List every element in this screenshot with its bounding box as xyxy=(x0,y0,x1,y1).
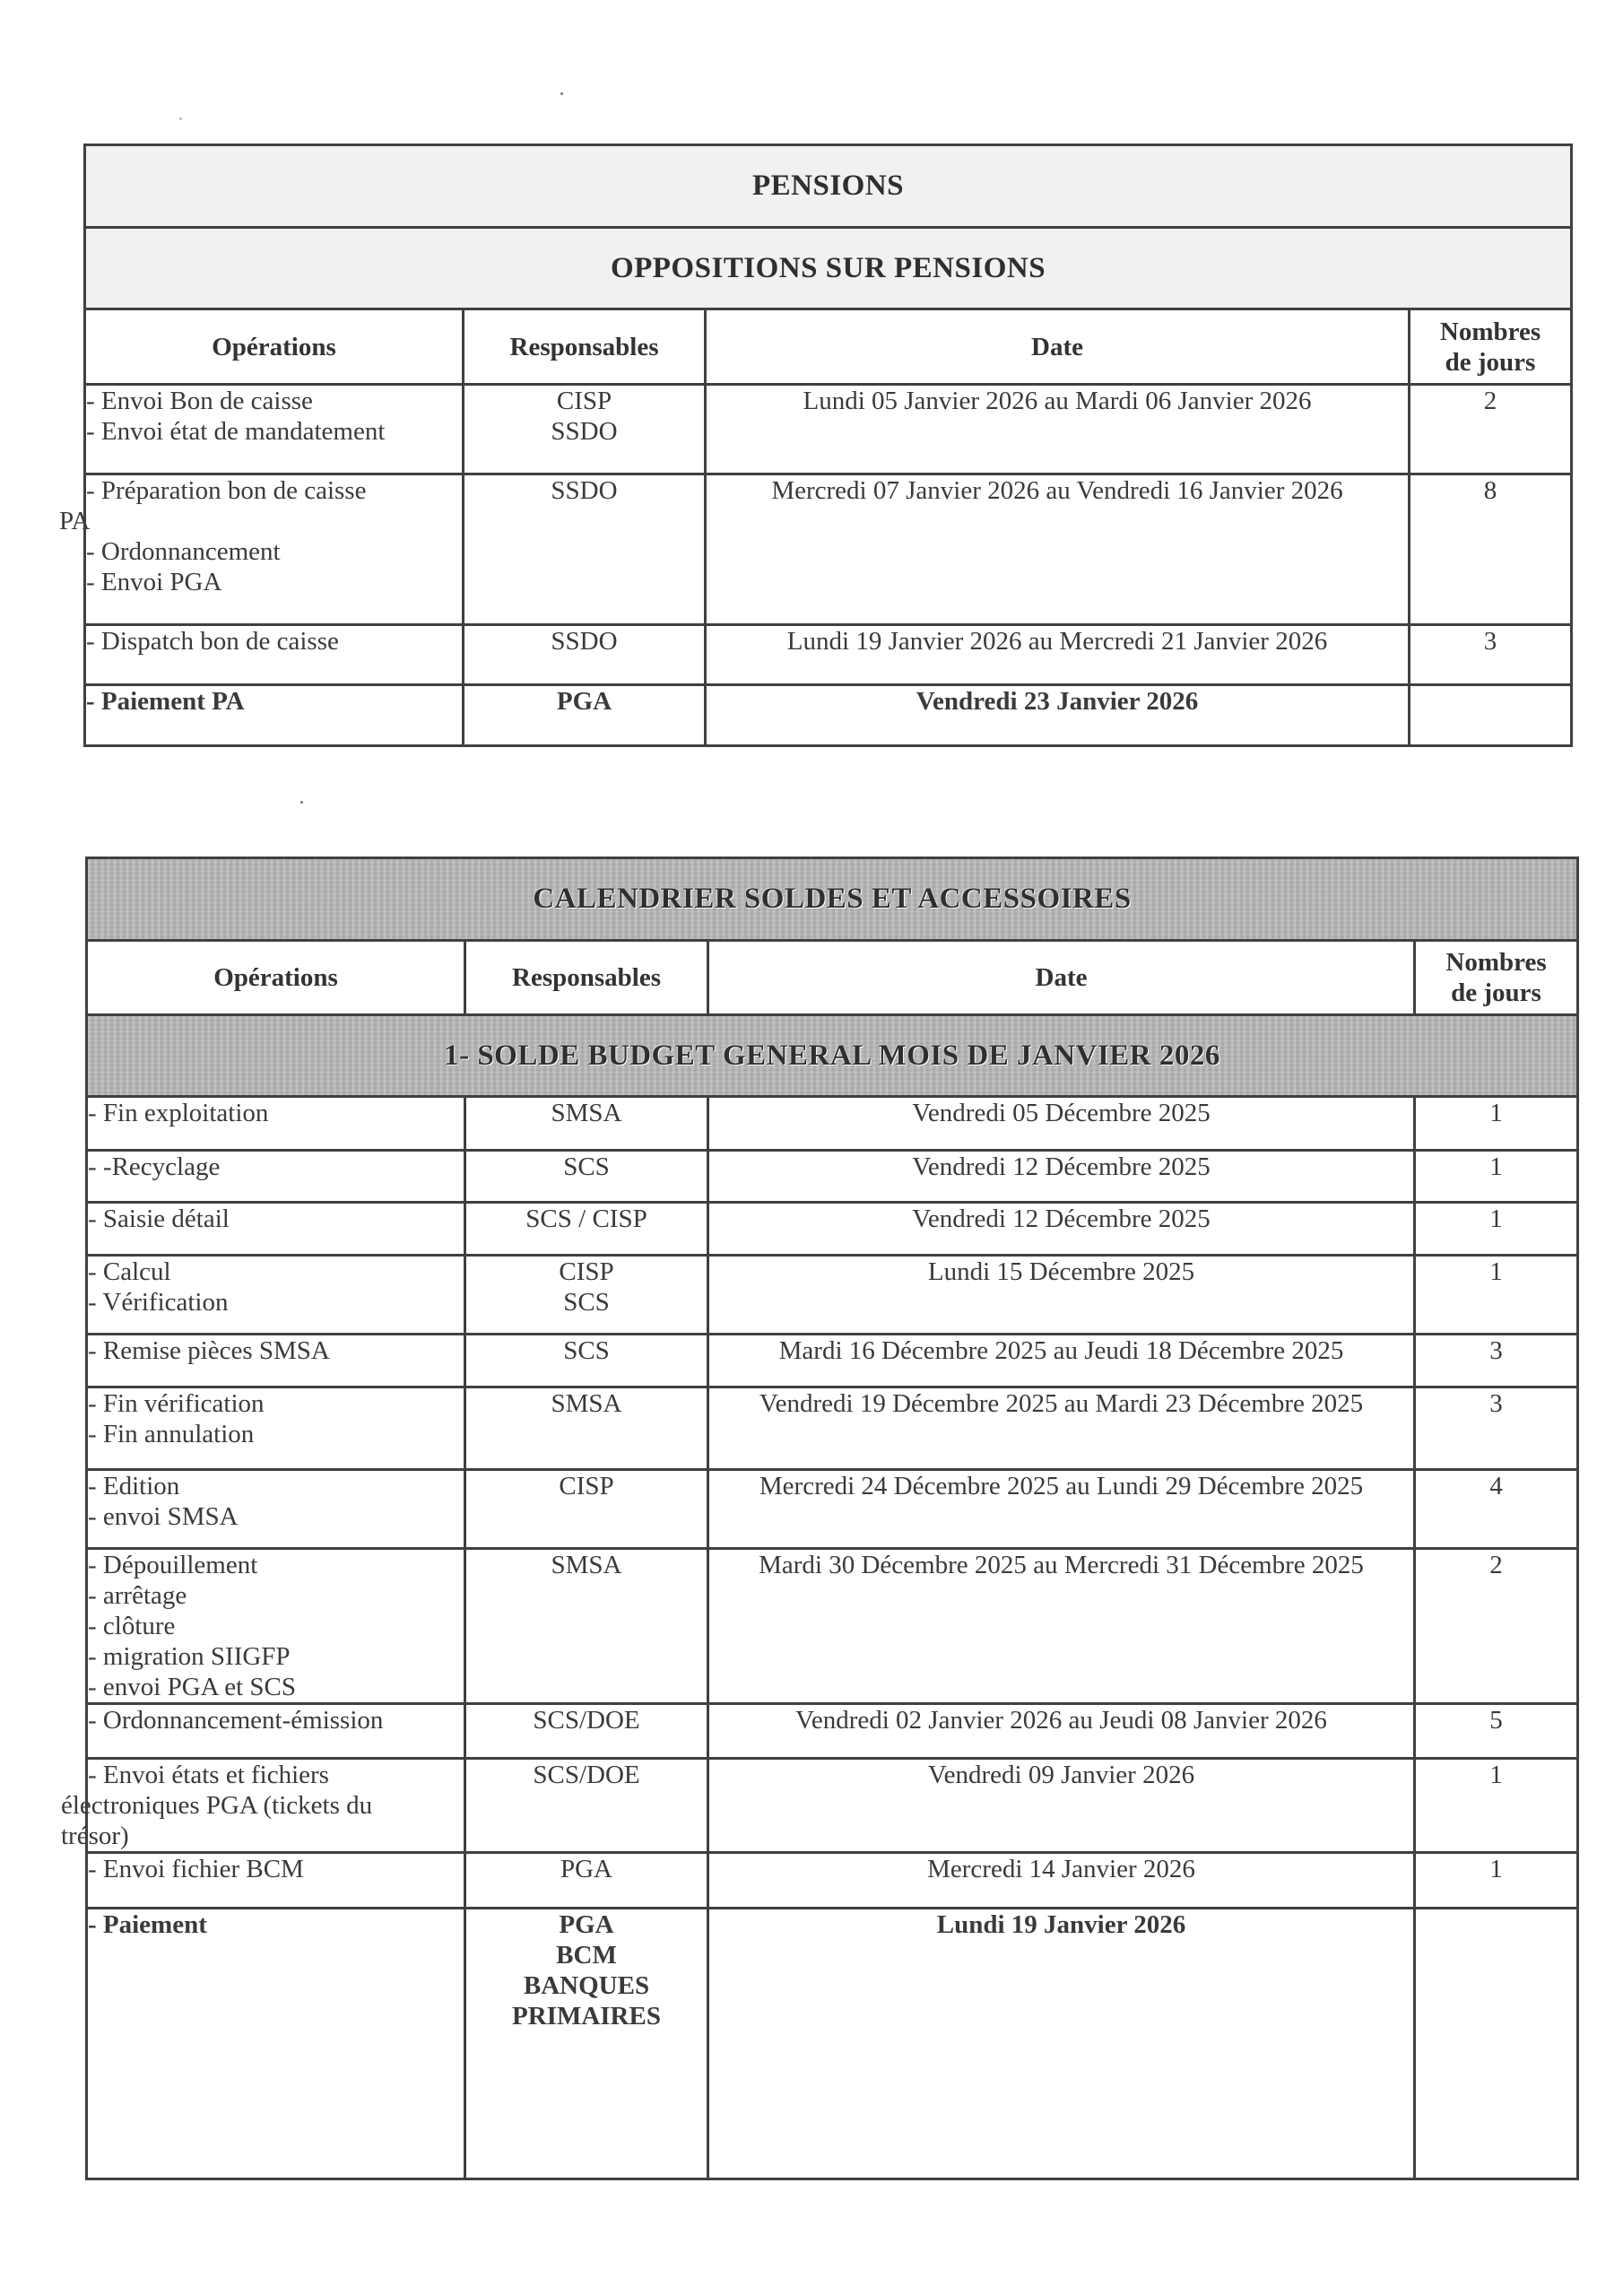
operation-item: - Remise pièces SMSA xyxy=(88,1336,330,1365)
days-cell: 3 xyxy=(1415,1335,1578,1387)
days-cell: 1 xyxy=(1415,1256,1578,1335)
pensions-header-row xyxy=(85,309,1572,385)
responsable-item: SMSA xyxy=(551,1389,622,1418)
header-operations: Opérations xyxy=(87,941,465,1015)
responsable-item: SCS xyxy=(563,1336,610,1365)
date-cell: Mardi 30 Décembre 2025 au Mercredi 31 Décembre 2025 xyxy=(708,1549,1415,1704)
date-cell: Lundi 19 Janvier 2026 xyxy=(708,1909,1415,2179)
operation-item: - Calcul xyxy=(88,1257,171,1286)
table-row xyxy=(87,1335,1578,1387)
operations-cell xyxy=(87,1909,465,2179)
operation-item: - Ordonnancement-émission xyxy=(88,1706,384,1735)
responsable-item: CISP xyxy=(556,387,612,415)
date-cell: Mercredi 24 Décembre 2025 au Lundi 29 Décembre 2025 xyxy=(708,1470,1415,1549)
operations-cell xyxy=(87,1256,465,1335)
operation-item: - Edition xyxy=(88,1472,180,1500)
header-operations: Opérations xyxy=(85,309,464,385)
header-responsables: Responsables xyxy=(464,309,706,385)
responsables-cell xyxy=(465,1704,708,1759)
responsables-cell xyxy=(465,1470,708,1549)
operation-item: - Vérification xyxy=(88,1288,229,1317)
days-cell: 3 xyxy=(1410,625,1572,685)
operations-cell xyxy=(85,685,464,746)
date-cell: Mardi 16 Décembre 2025 au Jeudi 18 Décembre 2025 xyxy=(708,1335,1415,1387)
table-row xyxy=(87,1759,1578,1853)
days-cell: 8 xyxy=(1410,474,1572,625)
operations-cell xyxy=(87,1335,465,1387)
date-cell: Mercredi 07 Janvier 2026 au Vendredi 16 Janvier 2026 xyxy=(706,474,1410,625)
date-cell: Vendredi 23 Janvier 2026 xyxy=(706,685,1410,746)
responsables-cell xyxy=(465,1335,708,1387)
responsables-cell xyxy=(465,1256,708,1335)
responsable-item: SSDO xyxy=(551,417,618,446)
scan-speck xyxy=(300,801,303,804)
operation-item: - Envoi Bon de caisse xyxy=(86,387,313,415)
table-row xyxy=(87,1256,1578,1335)
days-cell: 1 xyxy=(1415,1853,1578,1909)
days-cell: 2 xyxy=(1415,1549,1578,1704)
responsable-item: SSDO xyxy=(551,627,618,656)
responsable-item: SCS xyxy=(563,1288,610,1317)
operation-item: - Préparation bon de caisse xyxy=(86,476,367,505)
date-cell: Lundi 05 Janvier 2026 au Mardi 06 Janvier 2026 xyxy=(706,385,1410,474)
operation-item: électroniques PGA (tickets du xyxy=(61,1791,373,1820)
responsables-cell xyxy=(465,1549,708,1704)
table-row xyxy=(85,625,1572,685)
operations-cell xyxy=(85,385,464,474)
operations-cell xyxy=(87,1549,465,1704)
responsables-cell xyxy=(465,1853,708,1909)
operations-cell xyxy=(61,1759,465,1853)
date-cell: Mercredi 14 Janvier 2026 xyxy=(708,1853,1415,1909)
table-row xyxy=(87,1704,1578,1759)
header-days-line1: Nombres xyxy=(1445,948,1547,977)
date-cell: Lundi 15 Décembre 2025 xyxy=(708,1256,1415,1335)
header-responsables: Responsables xyxy=(465,941,708,1015)
operation-item: - Envoi état de mandatement xyxy=(86,417,386,446)
operation-item: - Fin vérification xyxy=(88,1389,265,1418)
operation-item: - migration SIIGFP xyxy=(88,1642,291,1671)
header-days xyxy=(1410,309,1572,385)
operation-item: - Fin annulation xyxy=(88,1420,255,1448)
responsable-item: SCS / CISP xyxy=(525,1205,647,1233)
responsable-item: SSDO xyxy=(551,476,618,505)
operations-cell xyxy=(87,1151,465,1203)
days-cell: 1 xyxy=(1415,1151,1578,1203)
date-cell: Vendredi 12 Décembre 2025 xyxy=(708,1151,1415,1203)
responsables-cell xyxy=(465,1387,708,1470)
soldes-table xyxy=(61,857,1579,2180)
scan-speck xyxy=(179,117,182,120)
pensions-body xyxy=(59,385,1572,746)
pensions-title: PENSIONS xyxy=(751,170,905,202)
operation-item: - Envoi PGA xyxy=(86,568,222,596)
responsable-item: SCS/DOE xyxy=(533,1706,640,1735)
operations-cell xyxy=(87,1097,465,1151)
operation-item: - Paiement PA xyxy=(86,687,245,716)
responsable-item: PGA xyxy=(560,1855,612,1883)
table-row xyxy=(87,1387,1578,1470)
operation-item: - Envoi fichier BCM xyxy=(88,1855,304,1883)
responsables-cell xyxy=(465,1759,708,1853)
operations-cell xyxy=(87,1387,465,1470)
responsables-cell xyxy=(464,474,706,625)
operation-item: - Envoi états et fichiers xyxy=(88,1761,329,1789)
responsables-cell xyxy=(464,625,706,685)
table-row xyxy=(87,1203,1578,1256)
responsables-cell xyxy=(465,1097,708,1151)
operation-item: - -Recyclage xyxy=(88,1152,221,1181)
operation-item: - Saisie détail xyxy=(88,1205,230,1233)
header-days-line2: de jours xyxy=(1451,978,1541,1007)
days-cell xyxy=(1410,685,1572,746)
operation-item: PA xyxy=(59,507,91,535)
days-cell: 5 xyxy=(1415,1704,1578,1759)
responsable-item: SCS/DOE xyxy=(533,1761,640,1789)
date-cell: Vendredi 12 Décembre 2025 xyxy=(708,1203,1415,1256)
responsables-cell xyxy=(465,1203,708,1256)
table-row xyxy=(87,1909,1578,2179)
responsable-item: SCS xyxy=(563,1152,610,1181)
responsable-item: CISP xyxy=(559,1472,614,1500)
days-cell xyxy=(1415,1909,1578,2179)
soldes-title: CALENDRIER SOLDES ET ACCESSOIRES xyxy=(533,883,1132,915)
pensions-title-cell xyxy=(85,145,1572,228)
pensions-subtitle: OPPOSITIONS SUR PENSIONS xyxy=(610,251,1046,284)
section-title-cell xyxy=(87,1015,1578,1097)
table-row xyxy=(87,1151,1578,1203)
operation-item: - Ordonnancement xyxy=(86,537,281,566)
operation-item: - envoi SMSA xyxy=(88,1502,239,1531)
days-cell: 2 xyxy=(1410,385,1572,474)
soldes-body xyxy=(61,1097,1578,2179)
date-cell: Lundi 19 Janvier 2026 au Mercredi 21 Janvier 2026 xyxy=(706,625,1410,685)
table-row xyxy=(87,1470,1578,1549)
responsable-item: PRIMAIRES xyxy=(512,2002,661,2031)
operation-item: - Fin exploitation xyxy=(88,1099,269,1127)
pensions-table xyxy=(59,144,1573,747)
header-date: Date xyxy=(708,941,1415,1015)
operation-item: - Dépouillement xyxy=(88,1551,258,1579)
date-cell: Vendredi 05 Décembre 2025 xyxy=(708,1097,1415,1151)
table-row xyxy=(87,1853,1578,1909)
operation-item: - Dispatch bon de caisse xyxy=(86,627,339,656)
pensions-subtitle-cell xyxy=(85,228,1572,309)
soldes-title-cell xyxy=(87,858,1578,941)
responsable-item: SMSA xyxy=(551,1551,622,1579)
days-cell: 1 xyxy=(1415,1203,1578,1256)
operation-item: - clôture xyxy=(88,1612,176,1640)
responsables-cell xyxy=(465,1909,708,2179)
days-cell: 3 xyxy=(1415,1387,1578,1470)
table-row xyxy=(87,1549,1578,1704)
days-cell: 4 xyxy=(1415,1470,1578,1549)
soldes-header-row xyxy=(87,941,1578,1015)
responsables-cell xyxy=(464,685,706,746)
section-title: 1- SOLDE BUDGET GENERAL MOIS DE JANVIER 2026 xyxy=(444,1039,1220,1072)
days-cell: 1 xyxy=(1415,1759,1578,1853)
table-row xyxy=(85,474,1572,625)
operation-item: - Paiement xyxy=(88,1910,207,1939)
scan-speck xyxy=(560,92,563,95)
days-cell: 1 xyxy=(1415,1097,1578,1151)
header-days-line2: de jours xyxy=(1445,347,1536,377)
operation-item: trésor) xyxy=(61,1822,129,1850)
responsables-cell xyxy=(465,1151,708,1203)
table-row xyxy=(87,1097,1578,1151)
operations-cell xyxy=(87,1470,465,1549)
header-days-line1: Nombres xyxy=(1439,317,1541,346)
responsable-item: BANQUES xyxy=(523,1971,650,2000)
operations-cell xyxy=(87,1853,465,1909)
operations-cell xyxy=(87,1203,465,1256)
date-cell: Vendredi 02 Janvier 2026 au Jeudi 08 Janvier 2026 xyxy=(708,1704,1415,1759)
responsable-item: BCM xyxy=(556,1941,617,1970)
responsables-cell xyxy=(464,385,706,474)
operations-cell xyxy=(87,1704,465,1759)
date-cell: Vendredi 19 Décembre 2025 au Mardi 23 Décembre 2025 xyxy=(708,1387,1415,1470)
operations-cell xyxy=(85,625,464,685)
header-date: Date xyxy=(706,309,1410,385)
responsable-item: PGA xyxy=(556,687,612,716)
operation-item: - arrêtage xyxy=(88,1581,187,1610)
operations-cell xyxy=(59,474,464,625)
responsable-item: CISP xyxy=(559,1257,614,1286)
table-row xyxy=(85,385,1572,474)
responsable-item: SMSA xyxy=(551,1099,622,1127)
table-row xyxy=(85,685,1572,746)
header-days xyxy=(1415,941,1578,1015)
date-cell: Vendredi 09 Janvier 2026 xyxy=(708,1759,1415,1853)
responsable-item: PGA xyxy=(559,1910,614,1939)
operation-item: - envoi PGA et SCS xyxy=(88,1673,297,1701)
